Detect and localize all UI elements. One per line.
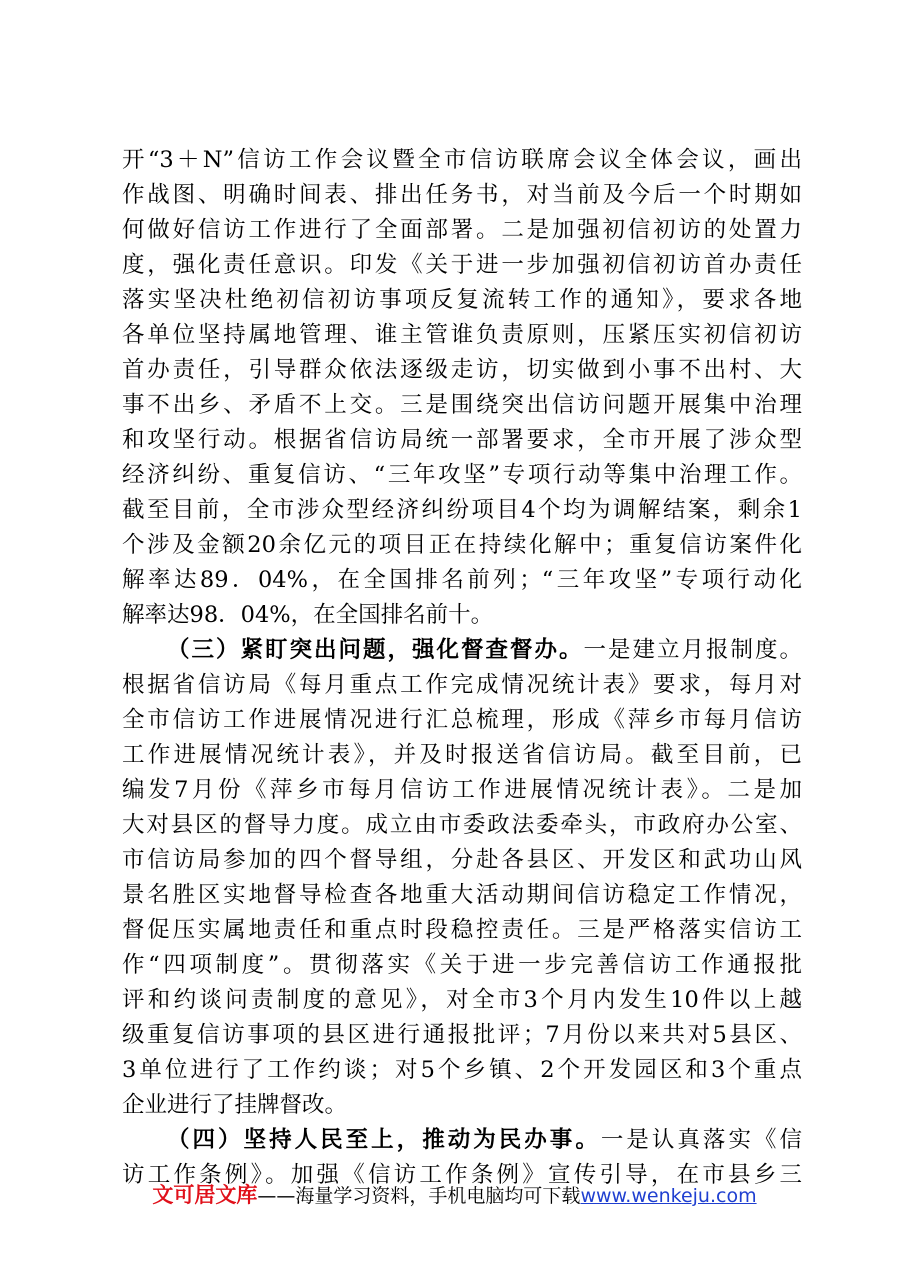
text-line: 市信访局参加的四个督导组，分赴各县区、开发区和武功山风 [122,847,802,873]
text-line: 访工作条例》。加强《信访工作条例》宣传引导，在市县乡三 [122,1162,802,1188]
section-heading: （四）坚持人民至上，推动为民办事。 [167,1127,601,1153]
text-line: 企业进行了挂牌督改。 [122,1092,348,1118]
text-line: 作战图、明确时间表、排出任务书，对当前及今后一个时期如 [122,182,802,208]
text-line: 解率达98．04%，在全国排名前十。 [122,602,494,628]
section-heading: （三）紧盯突出问题，强化督查督办。 [167,637,584,663]
text-run: 一是建立月报制度。 [583,637,802,663]
body-text [122,143,802,1193]
text-line: 度，强化责任意识。印发《关于进一步加强初信初访首办责任 [122,252,802,278]
text-line: 3单位进行了工作约谈；对5个乡镇、2个开发园区和3个重点 [122,1057,802,1083]
text-line: 解率达89．04%，在全国排名前列；“三年攻坚”专项行动化 [122,567,802,593]
text-line: 经济纠纷、重复信访、“三年攻坚”专项行动等集中治理工作。 [122,462,802,488]
text-line: 首办责任，引导群众依法逐级走访，切实做到小事不出村、大 [122,357,802,383]
text-line: 个涉及金额20余亿元的项目正在持续化解中；重复信访案件化 [122,532,802,558]
text-line: 截至目前，全市涉众型经济纠纷项目4个均为调解结案，剩余1 [122,497,802,523]
text-line: 何做好信访工作进行了全面部署。二是加强初信初访的处置力 [122,217,802,243]
text-line: 开“3＋N”信访工作会议暨全市信访联席会议全体会议，画出 [122,147,802,173]
text-line: 和攻坚行动。根据省信访局统一部署要求，全市开展了涉众型 [122,427,802,453]
footer-site-link[interactable]: www.wenkeju.com [580,1185,757,1207]
text-line: 编发7月份《萍乡市每月信访工作进展情况统计表》。二是加 [122,777,802,803]
paragraph-first-line [122,633,802,668]
text-line: 评和约谈问责制度的意见》，对全市3个月内发生10件以上越 [122,987,802,1013]
text-line: 全市信访工作进展情况进行汇总梳理，形成《萍乡市每月信访 [122,707,802,733]
text-line: 大对县区的督导力度。成立由市委政法委牵头，市政府办公室、 [122,812,802,838]
paragraph-first-line [122,1123,802,1158]
footer-watermark [0,1180,909,1211]
text-line: 级重复信访事项的县区进行通报批评；7月份以来共对5县区、 [122,1022,802,1048]
text-line: 各单位坚持属地管理、谁主管谁负责原则，压紧压实初信初访 [122,322,802,348]
text-line: 落实坚决杜绝初信初访事项反复流转工作的通知》，要求各地 [122,287,802,313]
text-line: 根据省信访局《每月重点工作完成情况统计表》要求，每月对 [122,672,802,698]
text-line: 作“四项制度”。贯彻落实《关于进一步完善信访工作通报批 [122,952,802,978]
footer-brand: 文可居文库 [152,1183,258,1207]
footer-tagline: ——海量学习资料，手机电脑均可下载 [257,1185,581,1207]
text-run: 一是认真落实《信 [600,1127,802,1153]
text-line: 工作进展情况统计表》，并及时报送省信访局。截至目前，已 [122,742,802,768]
text-line: 景名胜区实地督导检查各地重大活动期间信访稳定工作情况， [122,882,802,908]
text-line: 事不出乡、矛盾不上交。三是围绕突出信访问题开展集中治理 [122,392,802,418]
text-line: 督促压实属地责任和重点时段稳控责任。三是严格落实信访工 [122,917,802,943]
